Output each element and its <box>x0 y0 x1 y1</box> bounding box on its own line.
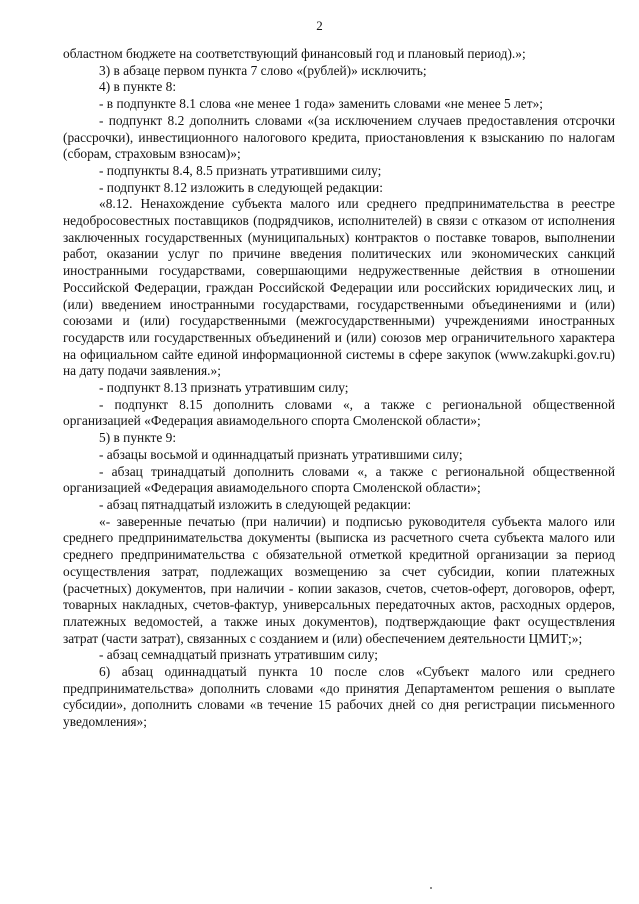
paragraph-item-4: 4) в пункте 8: <box>99 79 177 95</box>
paragraph-item-5: 5) в пункте 9: <box>99 430 177 446</box>
paragraph-subitem-8-2: - подпункт 8.2 дополнить словами «(за исключением случаев предоставления отсрочки (рассрочки), инвестиционного налогового кредита, приостановления к взысканию по налогам (сборам, страховым взносам)»; <box>63 112 615 162</box>
paragraph-quote-8-12: «8.12. Ненахождение субъекта малого или среднего предпринимательства в реестре недобросовестных поставщиков (подрядчиков, исполнителей) в связи с отказом от исполнения заключенных государственных (муниципальных) контрактов о поставке товаров, выполнении работ, оказании услуг по причине введения политических или экономических санкций иностранными государствами, совершающими недружественные действия в отношении Российской Федерации, граждан Российской Федерации или российских юридических лиц, и (или) введением иностранными государствами, государственными объединениями и (или) союзами и (или) государственными (межгосударственными) учреждениями иностранных государств или государственных объединений и (или) союзов мер ограничительного характера на официальном сайте единой информационной системы в сфере закупок (www.zakupki.gov.ru) на дату подачи заявления.»; <box>63 196 615 379</box>
paragraph-abzac-8-11: - абзацы восьмой и одиннадцатый признать утратившими силу; <box>99 446 463 462</box>
paragraph-item-3: 3) в абзаце первом пункта 7 слово «(рублей)» исключить; <box>99 62 427 78</box>
paragraph-subitem-8-4-8-5: - подпункты 8.4, 8.5 признать утратившими силу; <box>99 162 382 178</box>
paragraph-subitem-8-12: - подпункт 8.12 изложить в следующей редакции: <box>99 179 383 195</box>
document-body <box>63 46 615 731</box>
paragraph-quote-abzac-15: «- заверенные печатью (при наличии) и подписью руководителя субъекта малого или среднего предпринимательства документы (выписка из расчетного счета субъекта малого или среднего предпринимательства с обязательной отметкой кредитной организации за период осуществления затрат, подлежащих возмещению за счет субсидии, копии платежных (расчетных) документов, при наличии - копии заказов, счетов, счетов-оферт, договоров, оферт, товарных накладных, счетов-фактур, универсальных передаточных актов, расходных ордеров, платежных ведомостей, а также иных документов), подтверждающие факт осуществления затрат (части затрат), связанных с созданием и (или) обеспечением деятельности ЦМИТ;»; <box>63 513 615 646</box>
paragraph-continuation: областном бюджете на соответствующий финансовый год и плановый период).»; <box>63 46 526 61</box>
paragraph-abzac-13: - абзац тринадцатый дополнить словами «, а также с региональной общественной организацией «Федерация авиамодельного спорта Смоленской области»; <box>63 463 615 496</box>
paragraph-abzac-15: - абзац пятнадцатый изложить в следующей редакции: <box>99 496 412 512</box>
paragraph-subitem-8-15: - подпункт 8.15 дополнить словами «, а также с региональной общественной организацией «Федерация авиамодельного спорта Смоленской области»; <box>63 396 615 429</box>
paragraph-subitem-8-1: - в подпункте 8.1 слова «не менее 1 года» заменить словами «не менее 5 лет»; <box>99 96 543 112</box>
paragraph-abzac-17: - абзац семнадцатый признать утратившим силу; <box>99 647 378 663</box>
scan-speck <box>430 887 432 889</box>
paragraph-item-6: 6) абзац одиннадцатый пункта 10 после слов «Субъект малого или среднего предпринимательства» дополнить словами «до принятия Департаментом решения о выплате субсидии», дополнить словами «в течение 15 рабочих дней со дня регистрации письменного уведомления»; <box>63 664 615 730</box>
paragraph-subitem-8-13: - подпункт 8.13 признать утратившим силу; <box>99 380 349 396</box>
page-number: 2 <box>316 18 323 33</box>
